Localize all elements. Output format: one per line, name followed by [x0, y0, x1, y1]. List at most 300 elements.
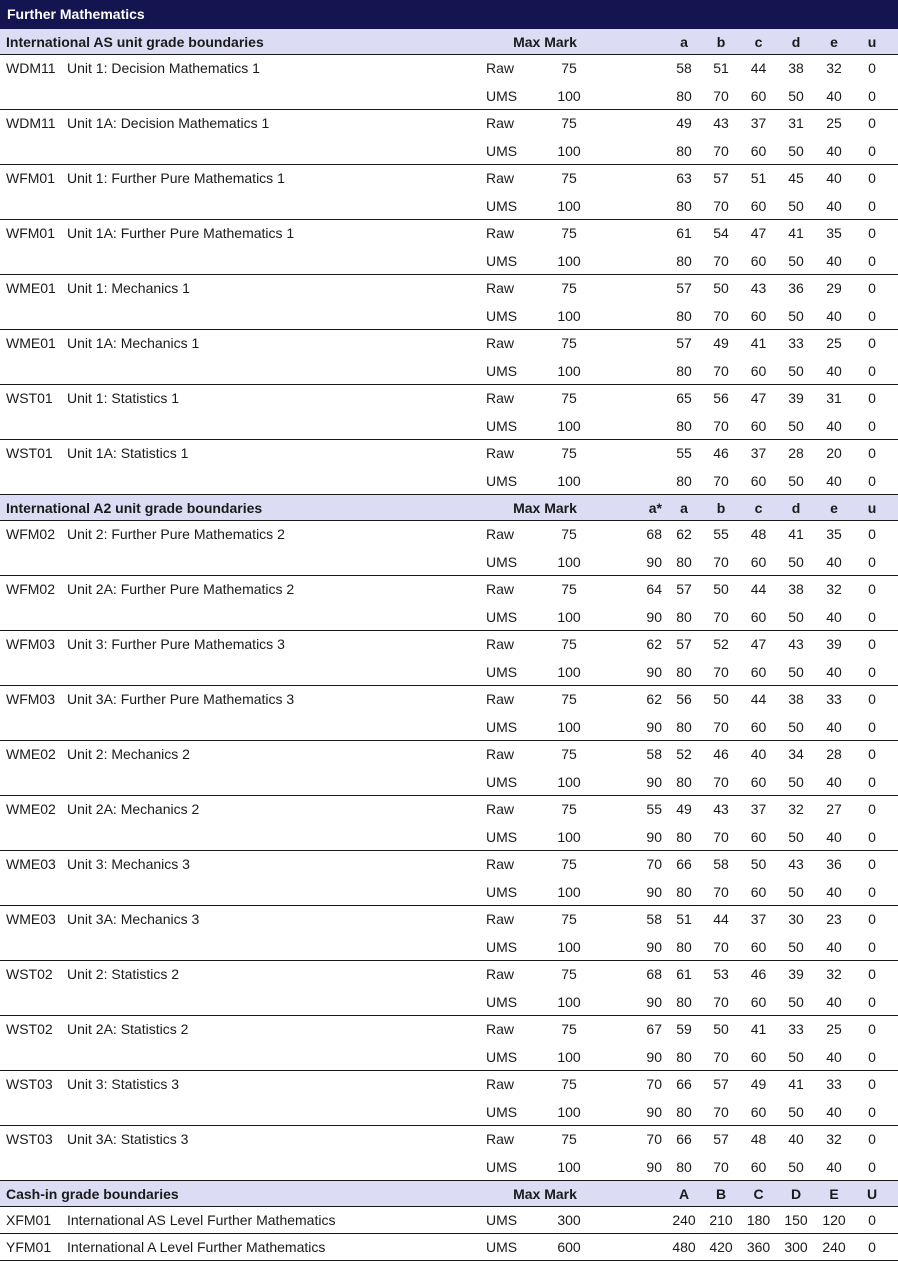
grade-value: 60 — [750, 198, 767, 214]
grade-value: 0 — [868, 966, 876, 982]
grade-value: 55 — [676, 445, 692, 461]
section-heading: Cash-in grade boundaries — [6, 1185, 179, 1202]
grade-value: 70 — [713, 609, 729, 625]
mark-type: Raw — [486, 856, 515, 872]
grade-value: 66 — [676, 856, 692, 872]
mark-type: UMS — [486, 994, 518, 1010]
grade-value: 0 — [868, 829, 876, 845]
grade-value: 32 — [826, 60, 842, 76]
max-mark: 100 — [557, 143, 581, 159]
grade-value: 41 — [788, 1076, 804, 1092]
max-mark: 100 — [557, 884, 581, 900]
mark-type: UMS — [486, 829, 518, 845]
grade-value: 0 — [868, 1131, 876, 1147]
unit-block — [0, 521, 898, 576]
grade-value: 39 — [788, 390, 804, 406]
grade-value: 50 — [788, 884, 804, 900]
table-row — [0, 467, 898, 494]
grade-value: 90 — [646, 554, 662, 570]
grade-header: a* — [648, 499, 662, 516]
grade-value: 61 — [676, 225, 692, 241]
grade-value: 37 — [750, 115, 767, 131]
grade-value: 90 — [646, 1159, 662, 1175]
unit-block — [0, 385, 898, 440]
grade-value: 68 — [646, 526, 662, 542]
grade-value: 52 — [713, 636, 729, 652]
grade-value: 0 — [868, 664, 876, 680]
grade-value: 25 — [826, 335, 842, 351]
grade-header: b — [716, 33, 726, 50]
grade-value: 0 — [868, 1104, 876, 1120]
grade-value: 0 — [868, 636, 876, 652]
grade-value: 70 — [713, 829, 729, 845]
grade-value: 50 — [713, 691, 729, 707]
max-mark: 75 — [561, 60, 577, 76]
grade-value: 40 — [826, 143, 842, 159]
grade-value: 60 — [750, 1159, 767, 1175]
grade-header: D — [790, 1185, 802, 1202]
table-row — [0, 1098, 898, 1125]
grade-value: 43 — [788, 636, 804, 652]
mark-type: Raw — [486, 691, 515, 707]
grade-value: 50 — [750, 856, 767, 872]
grade-value: 57 — [713, 1131, 729, 1147]
grade-value: 63 — [676, 170, 692, 186]
grade-value: 58 — [646, 911, 662, 927]
unit-title: Unit 3: Further Pure Mathematics 3 — [67, 636, 285, 652]
mark-type: Raw — [486, 445, 515, 461]
grade-value: 70 — [713, 1049, 729, 1065]
grade-value: 70 — [713, 88, 729, 104]
grade-value: 49 — [676, 801, 692, 817]
grade-value: 44 — [713, 911, 729, 927]
unit-code: WME01 — [6, 280, 56, 296]
section-heading: International AS unit grade boundaries — [6, 33, 264, 50]
grade-value: 41 — [788, 526, 804, 542]
grade-value: 50 — [788, 994, 804, 1010]
table-row — [0, 851, 898, 878]
grade-value: 50 — [788, 88, 804, 104]
grade-value: 40 — [788, 1131, 804, 1147]
grade-value: 38 — [788, 60, 804, 76]
grade-value: 56 — [676, 691, 692, 707]
grade-value: 0 — [868, 60, 876, 76]
grade-value: 30 — [788, 911, 804, 927]
mark-type: UMS — [486, 198, 518, 214]
grade-value: 60 — [750, 829, 767, 845]
grade-value: 50 — [788, 609, 804, 625]
grade-value: 58 — [713, 856, 729, 872]
grade-value: 40 — [826, 554, 842, 570]
grade-value: 0 — [868, 856, 876, 872]
table-row — [0, 658, 898, 685]
grade-value: 80 — [676, 253, 692, 269]
unit-block — [0, 440, 898, 495]
table-row — [0, 741, 898, 768]
grade-value: 80 — [676, 554, 692, 570]
mark-type: Raw — [486, 746, 515, 762]
grade-value: 43 — [713, 115, 729, 131]
grade-value: 150 — [784, 1212, 808, 1228]
mark-type: Raw — [486, 526, 515, 542]
mark-type: UMS — [486, 88, 518, 104]
max-mark: 100 — [557, 198, 581, 214]
unit-block — [0, 851, 898, 906]
table-row — [0, 548, 898, 575]
grade-value: 0 — [868, 581, 876, 597]
grade-value: 80 — [676, 198, 692, 214]
max-mark: 100 — [557, 363, 581, 379]
max-mark: 75 — [561, 691, 577, 707]
grade-value: 0 — [868, 170, 876, 186]
max-mark: 75 — [561, 746, 577, 762]
max-mark: 100 — [557, 554, 581, 570]
max-mark: 75 — [561, 335, 577, 351]
table-row — [0, 275, 898, 302]
grade-value: 80 — [676, 1104, 692, 1120]
grade-value: 20 — [826, 445, 842, 461]
mark-type: Raw — [486, 801, 515, 817]
grade-value: 32 — [788, 801, 804, 817]
grade-value: 70 — [713, 939, 729, 955]
grade-value: 0 — [868, 280, 876, 296]
grade-value: 70 — [713, 1104, 729, 1120]
grade-value: 46 — [750, 966, 767, 982]
unit-title: Unit 1A: Decision Mathematics 1 — [67, 115, 270, 131]
mark-type: UMS — [486, 253, 518, 269]
unit-block — [0, 55, 898, 110]
unit-block — [0, 330, 898, 385]
unit-code: WST01 — [6, 445, 53, 461]
unit-code: WME02 — [6, 746, 56, 762]
mark-type: UMS — [486, 884, 518, 900]
grade-value: 49 — [750, 1076, 767, 1092]
mark-type: Raw — [486, 911, 515, 927]
grade-value: 50 — [788, 774, 804, 790]
table-row — [0, 988, 898, 1015]
table-row — [0, 686, 898, 713]
grade-header: b — [716, 499, 726, 516]
grade-value: 43 — [750, 280, 767, 296]
grade-value: 33 — [826, 1076, 842, 1092]
grade-value: 80 — [676, 939, 692, 955]
grade-value: 57 — [676, 636, 692, 652]
grade-value: 90 — [646, 1049, 662, 1065]
grade-value: 60 — [750, 308, 767, 324]
grade-header: d — [791, 499, 801, 516]
qualification-title: International A Level Further Mathematics — [67, 1239, 326, 1255]
grade-value: 50 — [788, 829, 804, 845]
unit-title: Unit 1A: Statistics 1 — [67, 445, 189, 461]
grade-value: 0 — [868, 115, 876, 131]
grade-value: 25 — [826, 1021, 842, 1037]
grade-value: 40 — [826, 939, 842, 955]
grade-value: 40 — [826, 884, 842, 900]
grade-value: 62 — [646, 691, 662, 707]
unit-code: WFM01 — [6, 225, 55, 241]
grade-value: 240 — [822, 1239, 846, 1255]
unit-block — [0, 1126, 898, 1181]
grade-value: 47 — [750, 636, 767, 652]
grade-value: 80 — [676, 308, 692, 324]
grade-header: c — [754, 499, 763, 516]
grade-value: 31 — [826, 390, 842, 406]
grade-value: 27 — [826, 801, 842, 817]
table-title: Further Mathematics — [0, 0, 898, 29]
grade-value: 39 — [826, 636, 842, 652]
grade-value: 40 — [826, 253, 842, 269]
mark-type: Raw — [486, 1076, 515, 1092]
grade-value: 0 — [868, 801, 876, 817]
grade-value: 33 — [788, 1021, 804, 1037]
grade-value: 40 — [826, 994, 842, 1010]
unit-code: WME03 — [6, 911, 56, 927]
table-row — [0, 1043, 898, 1070]
grade-header: B — [715, 1185, 727, 1202]
grade-value: 23 — [826, 911, 842, 927]
grade-value: 0 — [868, 1021, 876, 1037]
grade-value: 0 — [868, 691, 876, 707]
table-row — [0, 412, 898, 439]
grade-value: 48 — [750, 526, 767, 542]
grade-value: 90 — [646, 829, 662, 845]
mark-type: UMS — [486, 143, 518, 159]
grade-value: 41 — [750, 1021, 767, 1037]
grade-value: 70 — [713, 664, 729, 680]
unit-title: Unit 2: Statistics 2 — [67, 966, 180, 982]
grade-value: 80 — [676, 1159, 692, 1175]
table-row — [0, 357, 898, 384]
grade-value: 52 — [676, 746, 692, 762]
grade-value: 0 — [868, 774, 876, 790]
grade-value: 57 — [676, 581, 692, 597]
grade-header: d — [791, 33, 801, 50]
grade-value: 40 — [826, 363, 842, 379]
grade-value: 50 — [788, 939, 804, 955]
unit-code: WST02 — [6, 966, 53, 982]
unit-block — [0, 686, 898, 741]
grade-value: 31 — [788, 115, 804, 131]
grade-value: 57 — [713, 170, 729, 186]
table-row — [0, 247, 898, 274]
grade-value: 80 — [676, 609, 692, 625]
grade-value: 50 — [788, 253, 804, 269]
mark-type: Raw — [486, 636, 515, 652]
max-mark-header: Max Mark — [513, 499, 577, 516]
table-row — [0, 933, 898, 960]
max-mark: 75 — [561, 911, 577, 927]
grade-value: 65 — [676, 390, 692, 406]
grade-value: 43 — [713, 801, 729, 817]
section-header — [0, 1181, 898, 1207]
mark-type: UMS — [486, 719, 518, 735]
table-row — [0, 906, 898, 933]
grade-value: 70 — [646, 1131, 662, 1147]
max-mark: 100 — [557, 939, 581, 955]
grade-value: 66 — [676, 1076, 692, 1092]
grade-value: 50 — [713, 581, 729, 597]
grade-value: 0 — [868, 198, 876, 214]
max-mark: 100 — [557, 994, 581, 1010]
max-mark: 300 — [557, 1212, 581, 1228]
max-mark: 100 — [557, 1049, 581, 1065]
mark-type: UMS — [486, 939, 518, 955]
max-mark: 75 — [561, 225, 577, 241]
grade-value: 36 — [826, 856, 842, 872]
grade-value: 210 — [709, 1212, 733, 1228]
grade-value: 64 — [646, 581, 662, 597]
grade-value: 41 — [750, 335, 767, 351]
unit-block — [0, 165, 898, 220]
grade-value: 70 — [713, 418, 729, 434]
max-mark: 75 — [561, 1076, 577, 1092]
table-row — [0, 330, 898, 357]
max-mark: 75 — [561, 445, 577, 461]
grade-value: 51 — [750, 170, 767, 186]
grade-value: 90 — [646, 1104, 662, 1120]
unit-title: Unit 3A: Statistics 3 — [67, 1131, 189, 1147]
grade-value: 60 — [750, 939, 767, 955]
unit-code: WME02 — [6, 801, 56, 817]
grade-value: 50 — [788, 418, 804, 434]
unit-title: Unit 1A: Mechanics 1 — [67, 335, 200, 351]
mark-type: Raw — [486, 966, 515, 982]
grade-value: 28 — [826, 746, 842, 762]
unit-code: WME01 — [6, 335, 56, 351]
unit-block — [0, 1071, 898, 1126]
unit-title: Unit 1A: Further Pure Mathematics 1 — [67, 225, 295, 241]
unit-block — [0, 1016, 898, 1071]
grade-value: 45 — [788, 170, 804, 186]
unit-block — [0, 110, 898, 165]
unit-title: Unit 1: Mechanics 1 — [67, 280, 190, 296]
grade-value: 60 — [750, 143, 767, 159]
table-row — [0, 576, 898, 603]
max-mark: 75 — [561, 115, 577, 131]
table-row — [0, 1016, 898, 1043]
grade-value: 60 — [750, 609, 767, 625]
grade-value: 58 — [646, 746, 662, 762]
mark-type: Raw — [486, 335, 515, 351]
grade-value: 40 — [826, 198, 842, 214]
grade-value: 68 — [646, 966, 662, 982]
unit-title: Unit 2A: Mechanics 2 — [67, 801, 200, 817]
grade-value: 0 — [868, 225, 876, 241]
grade-value: 37 — [750, 911, 767, 927]
grade-value: 70 — [713, 473, 729, 489]
grade-value: 70 — [646, 1076, 662, 1092]
grade-value: 90 — [646, 719, 662, 735]
max-mark: 75 — [561, 170, 577, 186]
grade-header: A — [678, 1185, 690, 1202]
cashin-section — [0, 1181, 898, 1261]
grade-value: 0 — [868, 390, 876, 406]
grade-value: 80 — [676, 418, 692, 434]
grade-value: 0 — [868, 994, 876, 1010]
grade-header: a — [680, 499, 688, 516]
cashin-row — [0, 1234, 898, 1261]
grade-value: 50 — [788, 719, 804, 735]
grade-value: 60 — [750, 554, 767, 570]
grade-value: 50 — [713, 1021, 729, 1037]
grade-value: 90 — [646, 884, 662, 900]
table-row — [0, 302, 898, 329]
max-mark-header: Max Mark — [513, 1185, 577, 1202]
unit-code: WFM03 — [6, 691, 55, 707]
grade-value: 55 — [713, 526, 729, 542]
grade-value: 49 — [676, 115, 692, 131]
grade-value: 47 — [750, 390, 767, 406]
grade-value: 80 — [676, 719, 692, 735]
unit-title: Unit 2A: Further Pure Mathematics 2 — [67, 581, 295, 597]
mark-type: Raw — [486, 225, 515, 241]
mark-type: Raw — [486, 60, 515, 76]
unit-title: Unit 2: Mechanics 2 — [67, 746, 190, 762]
a2-section — [0, 495, 898, 1181]
grade-value: 59 — [676, 1021, 692, 1037]
mark-type: UMS — [486, 1239, 518, 1255]
max-mark: 75 — [561, 1021, 577, 1037]
grade-value: 47 — [750, 225, 767, 241]
grade-value: 32 — [826, 581, 842, 597]
unit-code: WFM03 — [6, 636, 55, 652]
grade-value: 44 — [750, 581, 767, 597]
mark-type: UMS — [486, 1049, 518, 1065]
grade-value: 50 — [788, 363, 804, 379]
table-row — [0, 110, 898, 137]
mark-type: Raw — [486, 280, 515, 296]
table-row — [0, 768, 898, 795]
grade-value: 80 — [676, 884, 692, 900]
max-mark: 100 — [557, 719, 581, 735]
grade-value: 60 — [750, 363, 767, 379]
max-mark: 100 — [557, 664, 581, 680]
grade-value: 35 — [826, 526, 842, 542]
grade-value: 70 — [646, 856, 662, 872]
grade-value: 41 — [788, 225, 804, 241]
as-section — [0, 29, 898, 495]
grade-value: 67 — [646, 1021, 662, 1037]
grade-value: 53 — [713, 966, 729, 982]
grade-value: 57 — [676, 280, 692, 296]
grade-value: 56 — [713, 390, 729, 406]
qualification-title: International AS Level Further Mathematics — [67, 1212, 336, 1228]
section-heading: International A2 unit grade boundaries — [6, 499, 263, 516]
mark-type: Raw — [486, 1021, 515, 1037]
grade-value: 40 — [826, 418, 842, 434]
mark-type: Raw — [486, 1131, 515, 1147]
mark-type: UMS — [486, 664, 518, 680]
mark-type: UMS — [486, 308, 518, 324]
table-row — [0, 823, 898, 850]
grade-value: 80 — [676, 994, 692, 1010]
grade-value: 0 — [868, 719, 876, 735]
grade-value: 48 — [750, 1131, 767, 1147]
unit-block — [0, 275, 898, 330]
grade-header: C — [753, 1185, 764, 1202]
grade-value: 80 — [676, 774, 692, 790]
grade-value: 0 — [868, 526, 876, 542]
grade-value: 40 — [826, 774, 842, 790]
grade-value: 0 — [868, 1159, 876, 1175]
grade-value: 40 — [750, 746, 767, 762]
max-mark: 75 — [561, 636, 577, 652]
max-mark: 100 — [557, 253, 581, 269]
grade-value: 60 — [750, 994, 767, 1010]
grade-value: 70 — [713, 143, 729, 159]
table-row — [0, 55, 898, 82]
unit-title: Unit 1: Decision Mathematics 1 — [67, 60, 260, 76]
